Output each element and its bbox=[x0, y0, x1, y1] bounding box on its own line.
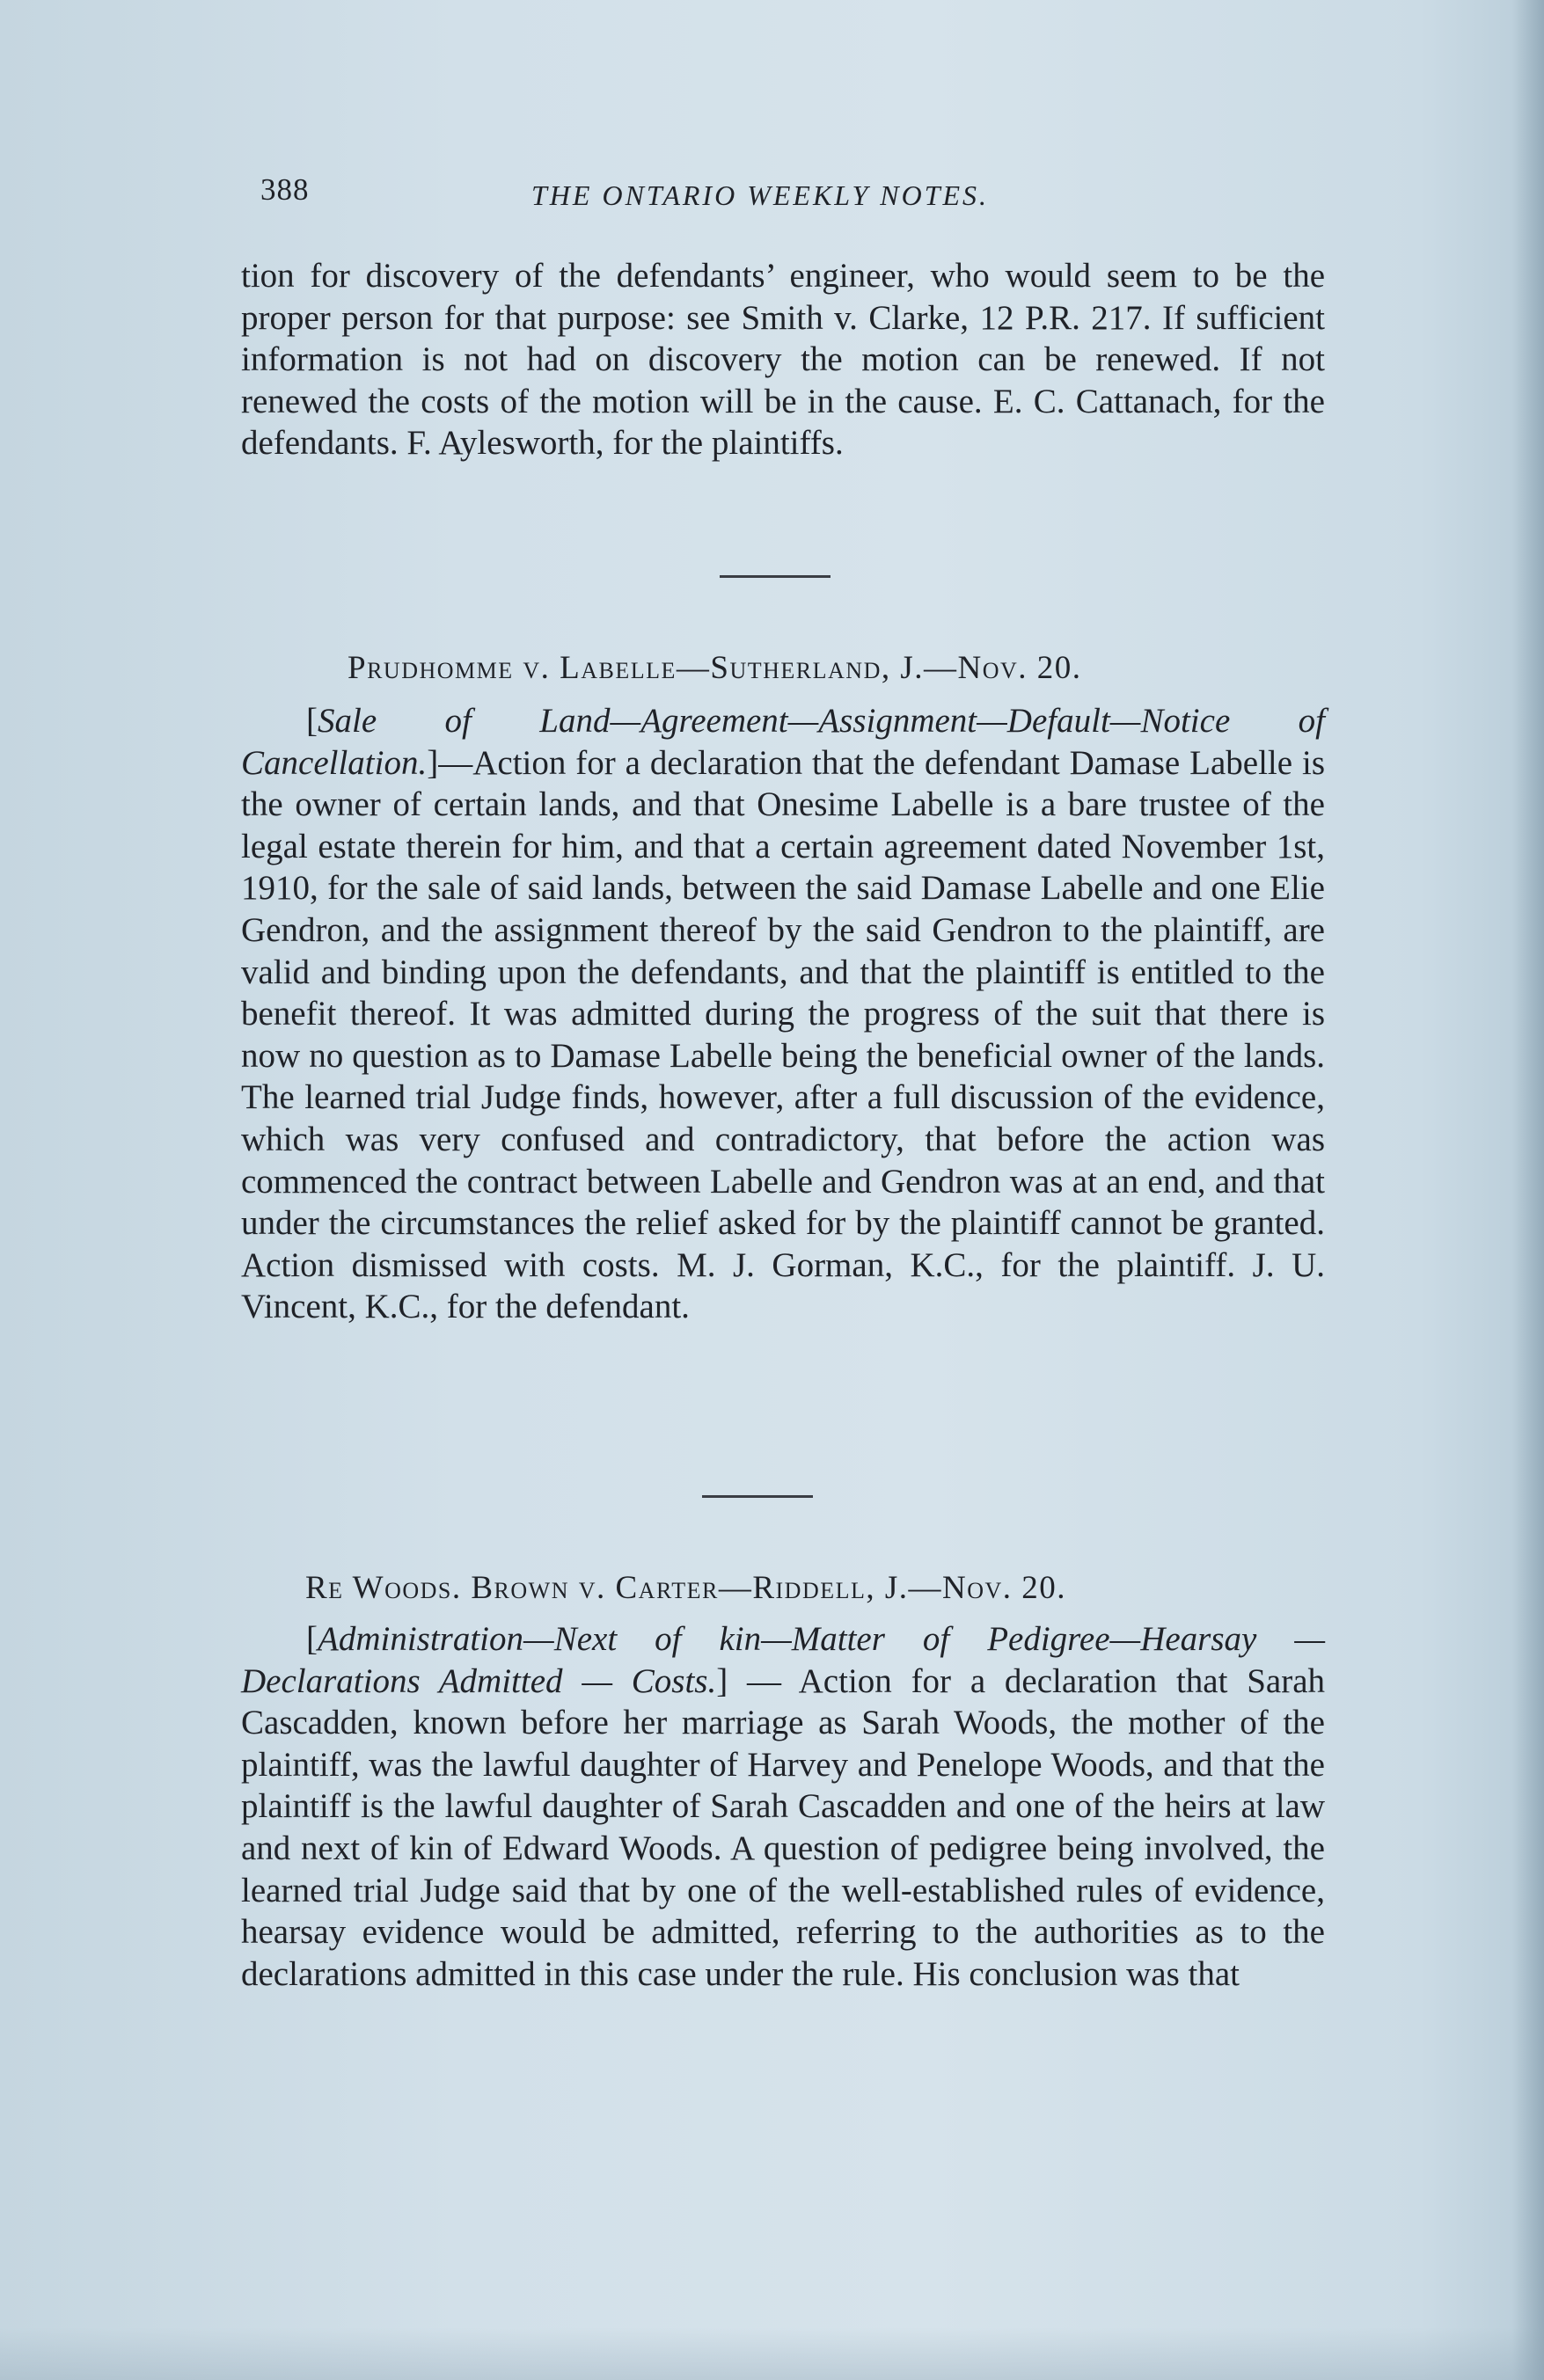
case-paragraph-prudhomme: [Sale of Land—Agreement—Assignment—Default—Notice of Cancellation.]—Action for a declaration that the defendant Damase Labelle is the owner of certain lands, and that Onesime Labelle is a bare trustee of the legal estate therein for him, and that a certain agreement dated November 1st, 1910, for the sale of said lands, between the said Damase Labelle and one Elie Gendron, and the assignment thereof by the said Gendron to the plaintiff, are valid and binding upon the defendants, and that the plaintiff is entitled to the benefit thereof. It was admitted during the progress of the suit that there is now no question as to Damase Labelle being the beneficial owner of the lands. The learned trial Judge finds, however, after a full discussion of the evidence, which was very confused and contradictory, that before the action was commenced the contract between Labelle and Gendron was at an end, and that under the circumstances the relief asked for by the plaintiff cannot be granted. Action dismissed with costs. M. J. Gorman, K.C., for the plaintiff. J. U. Vincent, K.C., for the defendant. bbox=[241, 702, 1325, 1326]
page-header bbox=[260, 172, 1316, 216]
page-bottom-shadow bbox=[0, 2327, 1544, 2380]
page-number: 388 bbox=[260, 172, 310, 207]
section-divider bbox=[720, 575, 831, 578]
case-report-prudhomme bbox=[241, 700, 1325, 1328]
case-paragraph-re-woods: [Administration—Next of kin—Matter of Pedigree—Hearsay — Declarations Admitted — Costs.] — Action for a declaration that Sarah Cascadden, known before her marriage as Sarah Woods, the mother of the plaintiff, was the lawful daughter of Harvey and Penelope Woods, and that the plaintiff is the lawful daughter of Sarah Cascadden and one of the heirs at law and next of kin of Edward Woods. A question of pedigree being involved, the learned trial Judge said that by one of the well-established rules of evidence, hearsay evidence would be admitted, referring to the authorities as to the declarations admitted in this case under the rule. His conclusion was that bbox=[241, 1620, 1326, 1993]
continued-paragraph-text: tion for discovery of the defendants’ engineer, who would seem to be the proper person for that purpose: see Smith v. Clarke, 12 P.R. 217. If sufficient information is not had on discovery the motion can be renewed. If not renewed the costs of the motion will be in the cause. E. C. Cattanach, for the defendants. F. Aylesworth, for the plaintiffs. bbox=[241, 257, 1325, 463]
page-edge-shadow bbox=[1512, 0, 1544, 2380]
section-divider bbox=[702, 1495, 813, 1498]
catchwords-prudhomme: Sale of Land—Agreement—Assignment—Default—Notice of Cancellation. bbox=[241, 702, 1325, 782]
case-body-re-woods: ] — Action for a declaration that Sarah Cascadden, known before her marriage as Sarah Woods, the mother of the plaintiff, was the lawful daughter of Harvey and Penelope Woods, and that the plaintiff is the lawful daughter of Sarah Cascadden and one of the heirs at law and next of kin of Edward Woods. A question of pedigree being involved, the learned trial Judge said that by one of the well-established rules of evidence, hearsay evidence would be admitted, referring to the authorities as to the declarations admitted in this case under the rule. His conclusion was that bbox=[241, 1661, 1326, 1993]
case-report-re-woods bbox=[241, 1618, 1325, 1995]
continued-paragraph bbox=[241, 255, 1325, 464]
case-body-prudhomme: ]—Action for a declaration that the defendant Damase Labelle is the owner of certain lands, and that Onesime Labelle is a bare trustee of the legal estate therein for him, and that a certain agreement dated November 1st, 1910, for the sale of said lands, between the said Damase Labelle and one Elie Gendron, and the assignment thereof by the said Gendron to the plaintiff, are valid and binding upon the defendants, and that the plaintiff is entitled to the benefit thereof. It was admitted during the progress of the suit that there is now no question as to Damase Labelle being the beneficial owner of the lands. The learned trial Judge finds, however, after a full discussion of the evidence, which was very confused and contradictory, that before the action was commenced the contract between Labelle and Gendron was at an end, and that under the circumstances the relief asked for by the plaintiff cannot be granted. Action dismissed with costs. M. J. Gorman, K.C., for the plaintiff. J. U. Vincent, K.C., for the defendant. bbox=[241, 743, 1325, 1326]
case-heading-prudhomme: Prudhomme v. Labelle—Sutherland, J.—Nov. 20. bbox=[348, 650, 1082, 686]
running-title: THE ONTARIO WEEKLY NOTES. bbox=[531, 179, 990, 211]
catchwords-re-woods: Administration—Next of kin—Matter of Pedigree—Hearsay — Declarations Admitted — Costs. bbox=[241, 1620, 1325, 1700]
case-heading-re-woods: Re Woods. Brown v. Carter—Riddell, J.—Nov. 20. bbox=[305, 1570, 1067, 1606]
